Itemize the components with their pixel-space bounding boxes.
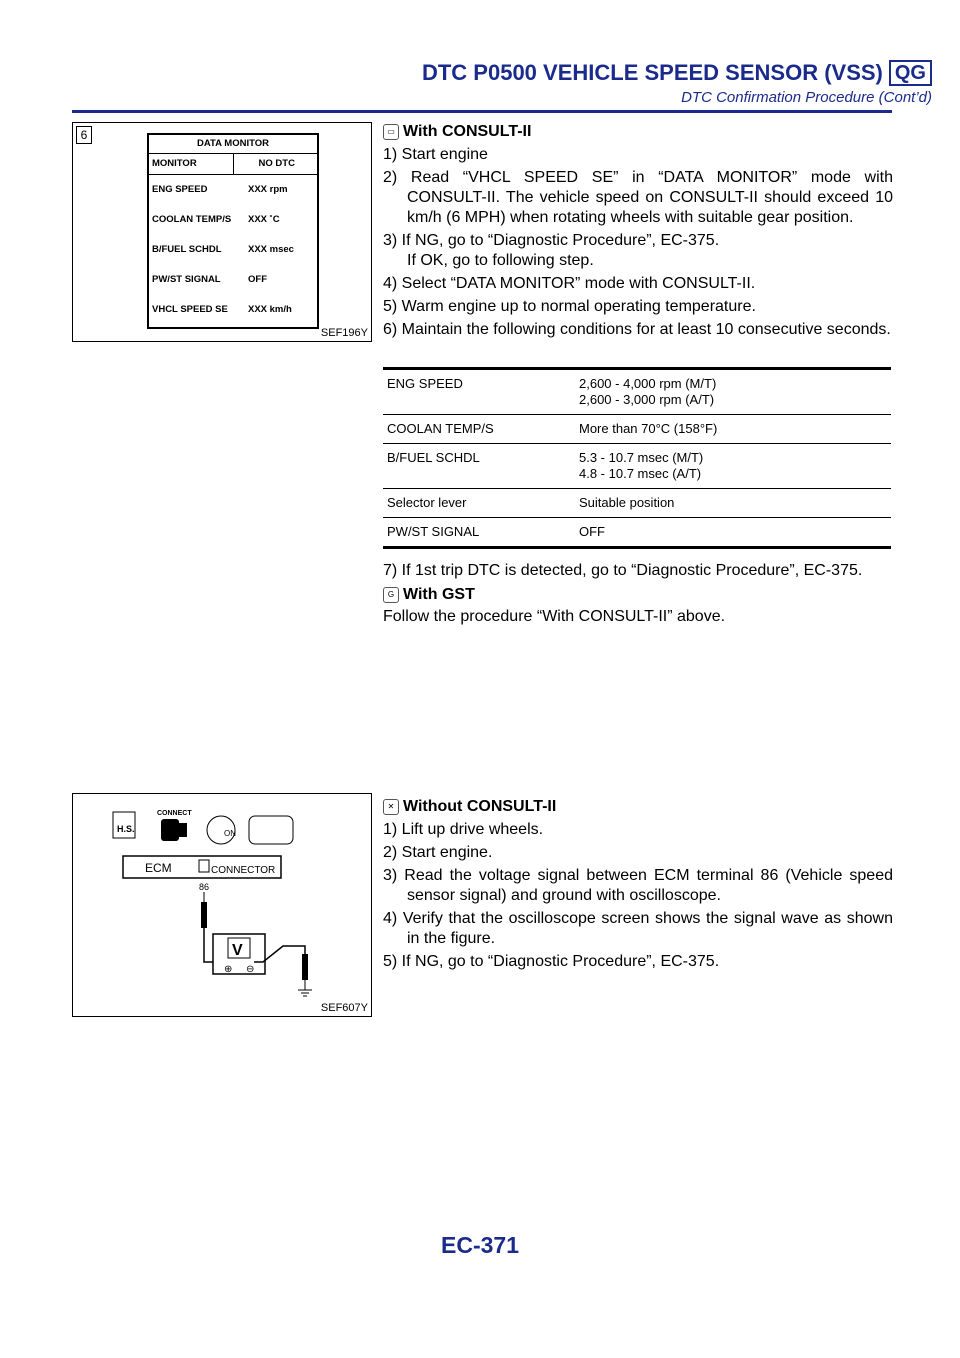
section-heading (383, 122, 893, 142)
data-monitor-screen (147, 133, 319, 329)
step-item: 1) Lift up drive wheels. (383, 821, 544, 838)
step-item: 4) Select “DATA MONITOR” mode with CONSULT-II. (383, 275, 756, 292)
cond-value (575, 518, 891, 548)
step-item: 4) Verify that the oscilloscope screen shows the signal wave as shown in the figure. (383, 910, 893, 947)
wiring-diagram (73, 794, 371, 1016)
cond-value (575, 489, 891, 518)
section-with-consult (383, 122, 893, 340)
section-without-consult (383, 797, 893, 972)
value-line: 4.8 - 10.7 msec (A/T) (579, 466, 702, 481)
gst-icon: G (383, 587, 399, 603)
plus-terminal: ⊕ (224, 964, 233, 975)
monitor-row (149, 295, 317, 325)
table-row (383, 444, 891, 489)
step-item-continued: If OK, go to following step. (407, 252, 594, 269)
cond-value (575, 369, 891, 415)
section-heading (383, 797, 893, 817)
step-item: 5) Warm engine up to normal operating temperature. (383, 298, 756, 315)
row-value: XXX ˚C (248, 214, 280, 225)
probe-negative (302, 954, 308, 980)
row-label: ENG SPEED (152, 184, 208, 195)
row-value: XXX msec (248, 244, 294, 255)
minus-terminal: ⊖ (246, 964, 255, 975)
monitor-row (149, 235, 317, 265)
connect-label: CONNECT (157, 810, 192, 817)
figure-code: SEF607Y (320, 1002, 368, 1014)
monitor-row (149, 265, 317, 295)
row-label: VHCL SPEED SE (152, 304, 228, 315)
value-line: 2,600 - 3,000 rpm (A/T) (579, 392, 715, 407)
monitor-row (149, 205, 317, 235)
cond-item: B/FUEL SCHDL (383, 444, 575, 489)
row-value: XXX km/h (248, 304, 292, 315)
cond-item: Selector lever (383, 489, 575, 518)
cond-value (575, 415, 891, 444)
screen-header (149, 154, 317, 175)
col-monitor: MONITOR (152, 158, 197, 169)
heading-text: With GST (403, 586, 475, 603)
cond-item: PW/ST SIGNAL (383, 518, 575, 548)
consult-icon: ▭ (383, 124, 399, 140)
ecm-label: ECM (145, 861, 172, 875)
value-line: 2,600 - 4,000 rpm (M/T) (579, 376, 717, 391)
conditions-table (383, 367, 891, 549)
page-number: EC-371 (441, 1232, 519, 1258)
step-item: 1) Start engine (383, 146, 488, 163)
value-line: Suitable position (579, 495, 675, 510)
terminal-number: 86 (199, 882, 210, 892)
table-row (383, 489, 891, 518)
engine-badge: QG (889, 60, 932, 86)
row-label: B/FUEL SCHDL (152, 244, 222, 255)
figure-ecm-voltmeter (72, 793, 372, 1017)
step-marker: 6 (76, 126, 92, 144)
heading-text: With CONSULT-II (403, 123, 532, 140)
col-status: NO DTC (233, 154, 318, 174)
table-row (383, 369, 891, 415)
connector-label: CONNECTOR (211, 865, 276, 876)
connector-plug (179, 823, 187, 837)
page-subtitle: DTC Confirmation Procedure (Cont’d) (681, 89, 932, 106)
header-rule (72, 110, 892, 113)
key-icon (249, 816, 293, 844)
step-item: 5) If NG, go to “Diagnostic Procedure”, EC-375. (383, 953, 720, 970)
table-row (383, 415, 891, 444)
page-title (422, 60, 932, 86)
heading-text: Without CONSULT-II (403, 798, 557, 815)
no-consult-icon: ✕ (383, 799, 399, 815)
cond-value (575, 444, 891, 489)
cond-item: ENG SPEED (383, 369, 575, 415)
value-line: OFF (579, 524, 605, 539)
step-item: 3) Read the voltage signal between ECM terminal 86 (Vehicle speed sensor signal) and ground with oscilloscope. (383, 867, 893, 904)
value-line: 5.3 - 10.7 msec (M/T) (579, 450, 704, 465)
connector-icon (161, 819, 179, 841)
figure-code: SEF196Y (320, 327, 368, 339)
monitor-row (149, 175, 317, 205)
step-item: 6) Maintain the following conditions for at least 10 consecutive seconds. (383, 321, 891, 338)
figure-data-monitor (72, 122, 372, 342)
step-item: 2) Read “VHCL SPEED SE” in “DATA MONITOR” mode with CONSULT-II. The vehicle speed on CONSULT-II should exceed 10 km/h (6 MPH) when rotating wheels with suitable gear position. (383, 169, 893, 226)
step-item: 7) If 1st trip DTC is detected, go to “Diagnostic Procedure”, EC-375. (383, 562, 863, 579)
screen-title: DATA MONITOR (149, 135, 317, 154)
row-value: XXX rpm (248, 184, 288, 195)
step-item: 3) If NG, go to “Diagnostic Procedure”, EC-375. (383, 232, 720, 249)
section-step7-gst (383, 558, 893, 627)
gst-text: Follow the procedure “With CONSULT-II” above. (383, 608, 726, 625)
probe-positive (201, 902, 207, 928)
title-text: DTC P0500 VEHICLE SPEED SENSOR (VSS) (421, 60, 883, 85)
table-row (383, 518, 891, 548)
step-item: 2) Start engine. (383, 844, 493, 861)
section-heading (383, 585, 893, 605)
cond-item: COOLAN TEMP/S (383, 415, 575, 444)
row-value: OFF (248, 274, 267, 285)
hs-label: H.S. (117, 824, 135, 834)
row-label: COOLAN TEMP/S (152, 214, 232, 225)
value-line: More than 70°C (158°F) (579, 421, 718, 436)
row-label: PW/ST SIGNAL (152, 274, 221, 285)
on-label: ON (224, 829, 236, 838)
wire-positive (204, 928, 213, 962)
terminal-slot (199, 860, 209, 872)
voltmeter-label: V (232, 942, 243, 959)
